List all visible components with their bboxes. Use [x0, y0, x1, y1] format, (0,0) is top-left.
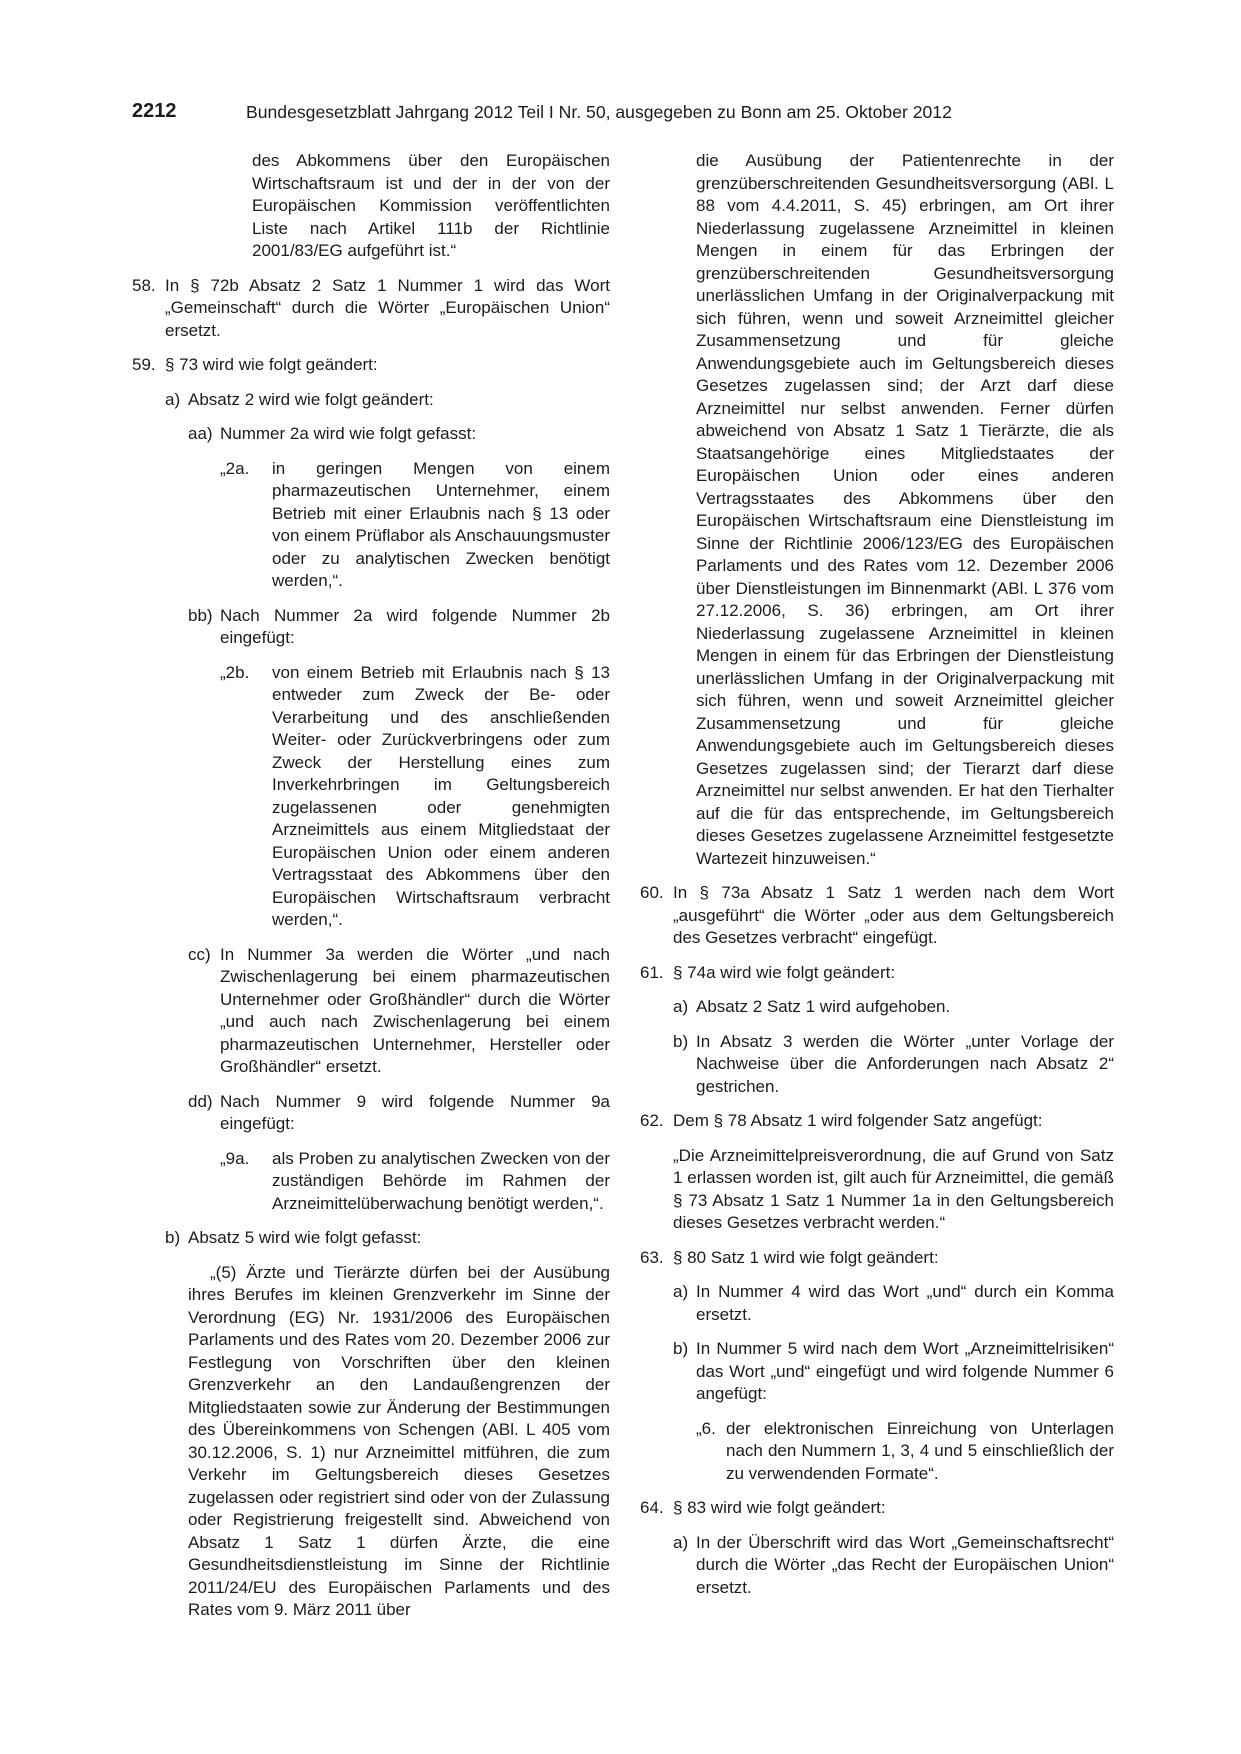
item-letter: a): [673, 997, 689, 1016]
item-60: [640, 882, 1114, 950]
gazette-title: Bundesgesetzblatt Jahrgang 2012 Teil I Nr. 50, ausgegeben zu Bonn am 25. Oktober 2012: [246, 102, 952, 122]
quote-text: als Proben zu analytischen Zwecken von der zuständigen Behörde im Rahmen der Arzneimittelüberwachung benötigt werden,“.: [272, 1148, 610, 1213]
item-text: In Nummer 5 wird nach dem Wort „Arzneimittelrisiken“ das Wort „und“ eingefügt und wird folgende Nummer 6 angefügt:: [696, 1339, 1114, 1403]
item-text: Nach Nummer 9 wird folgende Nummer 9a eingefügt:: [220, 1091, 610, 1133]
continued-text: des Abkommens über den Europäischen Wirtschaftsraum ist und der in der von der Europäischen Kommission veröffentlichten Liste nach Artikel 111b der Richtlinie 2001/83/EG aufgeführt ist.“: [252, 151, 610, 260]
right-column: [640, 150, 1114, 1599]
item-text: In Nummer 3a werden die Wörter „und nach Zwischenlagerung bei einem pharmazeutischen Unternehmer oder Großhändler“ durch die Wörter „und auch nach Zwischenlagerung bei einem pharmazeutischen Unternehmer, Hersteller oder Großhändler“ ersetzt.: [220, 944, 610, 1076]
absatz-5-text: „(5) Ärzte und Tierärzte dürfen bei der Ausübung ihres Berufes im kleinen Grenzverkehr im Sinne der Verordnung (EG) Nr. 1931/2006 des Europäischen Parlaments und des Rates vom 20. Dezember 2006 zur Festlegung von Vorschriften über den kleinen Grenzverkehr an den Landaußengrenzen der Mitgliedstaaten sowie zur Änderung der Bestimmungen des Übereinkommens von Schengen (ABl. L 405 vom 30.12.2006, S. 1) nur Arzneimittel mitführen, die zum Verkehr im Geltungsbereich dieses Gesetzes zugelassen oder registriert sind oder von der Zulassung oder Registrierung freigestellt sind. Abweichend von Absatz 1 Satz 1 dürfen Ärzte, die eine Gesundheitsdienstleistung im Sinne der Richtlinie 2011/24/EU des Europäischen Parlaments und des Rates vom 9. März 2011 über: [188, 1262, 610, 1619]
item-59-a-cc: [188, 944, 610, 1079]
item-59-a: [165, 389, 610, 412]
item-number: 63.: [640, 1247, 664, 1267]
item-number: 60.: [640, 883, 664, 902]
item-59: [132, 354, 610, 377]
item-text: In § 73a Absatz 1 Satz 1 werden nach dem Wort „ausgeführt“ die Wörter „oder aus dem Geltungsbereich des Gesetzes verbracht“ eingefügt.: [673, 883, 1114, 947]
item-61-b: [673, 1031, 1114, 1099]
quote-number: „6.: [696, 1418, 716, 1438]
item-text: In § 72b Absatz 2 Satz 1 Nummer 1 wird das Wort „Gemeinschaft“ durch die Wörter „Europäischen Union“ ersetzt.: [165, 275, 610, 340]
item-text: Dem § 78 Absatz 1 wird folgender Satz angefügt:: [673, 1111, 1043, 1130]
item-59-a-bb: [188, 605, 610, 650]
item-letter: b): [673, 1339, 689, 1358]
quote-text: der elektronischen Einreichung von Unterlagen nach den Nummern 1, 3, 4 und 5 einschließlich der zu verwendenden Formate“.: [726, 1418, 1114, 1483]
item-59-a-aa: [188, 423, 610, 446]
item-text: In Nummer 4 wird das Wort „und“ durch ein Komma ersetzt.: [696, 1282, 1114, 1324]
quote-number: „9a.: [220, 1148, 250, 1168]
item-text: § 80 Satz 1 wird wie folgt geändert:: [673, 1247, 939, 1267]
item-62: [640, 1110, 1114, 1133]
quote-text: von einem Betrieb mit Erlaubnis nach § 13 entweder zum Zweck der Be- oder Verarbeitung und des anschließenden Weiter- oder Zurückverbringens oder zum Zweck der Herstellung eines zum Inverkehrbringen im Geltungsbereich zugelassenen oder genehmigten Arzneimittels aus einem Mitgliedstaat der Europäischen Union oder einem anderen Vertragsstaat des Abkommens über den Europäischen Wirtschaftsraum verbracht werden,“.: [272, 662, 610, 929]
page-number: 2212: [132, 100, 177, 122]
quote-2b: [220, 662, 610, 932]
item-number: 59.: [132, 355, 156, 374]
item-58: [132, 275, 610, 343]
item-text: Nach Nummer 2a wird folgende Nummer 2b eingefügt:: [220, 605, 610, 647]
page-header: [132, 100, 1000, 130]
item-61-a: [673, 996, 1114, 1019]
item-number: 64.: [640, 1498, 664, 1517]
item-number: 61.: [640, 962, 664, 982]
quote-number: „2a.: [220, 458, 250, 478]
item-63-a: [673, 1281, 1114, 1326]
quote-number: „2b.: [220, 662, 250, 682]
item-64-a: [673, 1532, 1114, 1600]
item-letter: a): [673, 1282, 689, 1301]
continued-text: die Ausübung der Patientenrechte in der grenzüberschreitenden Gesundheitsversorgung (ABl. L 88 vom 4.4.2011, S. 45) erbringen, am Ort ihrer Niederlassung zugelassene Arzneimittel in kleinen Mengen in einem für das Erbringen der grenzüberschreitenden Gesundheitsversorgung unerlässlichen Umfang in der Originalverpackung mit sich führen, wenn und soweit Arzneimittel gleicher Zusammensetzung und für gleiche Anwendungsgebiete auch im Geltungsbereich dieses Gesetzes zugelassen sind; der Arzt darf diese Arzneimittel nur selbst anwenden. Ferner dürfen abweichend von Absatz 1 Satz 1 Tierärzte, die als Staatsangehörige eines Mitgliedstaates der Europäischen Union oder eines anderen Vertragsstaates des Abkommens über den Europäischen Wirtschaftsraum eine Dienstleistung im Sinne der Richtlinie 2006/123/EG des Europäischen Parlaments und des Rates vom 12. Dezember 2006 über Dienstleistungen im Binnenmarkt (ABl. L 376 vom 27.12.2006, S. 36) erbringen, am Ort ihrer Niederlassung zugelassene Arzneimittel in kleinen Mengen in einem für das Erbringen der Dienstleistung unerlässlichen Umfang in der Originalverpackung mit sich führen, wenn und soweit Arzneimittel gleicher Zusammensetzung und für gleiche Anwendungsgebiete auch im Geltungsbereich dieses Gesetzes zugelassen sind; der Tierarzt darf diese Arzneimittel nur selbst anwenden. Er hat den Tierhalter auf die für das entsprechende, im Geltungsbereich dieses Gesetzes zugelassene Arzneimittel festgesetzte Wartezeit hinzuweisen.“: [696, 151, 1114, 868]
item-letter: aa): [188, 424, 213, 443]
item-text: § 83 wird wie folgt geändert:: [673, 1498, 886, 1517]
item-letter: b): [165, 1228, 181, 1247]
item-letter: a): [673, 1532, 689, 1552]
item-59-b: [165, 1227, 610, 1250]
item-number: 58.: [132, 275, 156, 295]
item-63: [640, 1247, 1114, 1270]
item-text: In Absatz 3 werden die Wörter „unter Vorlage der Nachweise über die Anforderungen nach Absatz 2“ gestrichen.: [696, 1031, 1114, 1096]
item-text: In der Überschrift wird das Wort „Gemeinschaftsrecht“ durch die Wörter „das Recht der Europäischen Union“ ersetzt.: [696, 1532, 1114, 1597]
item-59-a-dd: [188, 1091, 610, 1136]
item-letter: a): [165, 389, 181, 409]
item-64: [640, 1497, 1114, 1520]
item-letter: dd): [188, 1091, 213, 1111]
item-text: Absatz 2 wird wie folgt geändert:: [188, 389, 434, 409]
quote-2a: [220, 458, 610, 593]
item-62-quote: „Die Arzneimittelpreisverordnung, die auf Grund von Satz 1 erlassen worden ist, gilt auch für Arzneimittel, die gemäß § 73 Absatz 1 Satz 1 Nummer 1a in den Geltungsbereich dieses Gesetzes verbracht werden.“: [673, 1145, 1114, 1232]
item-number: 62.: [640, 1111, 664, 1130]
item-text: § 74a wird wie folgt geändert:: [673, 962, 896, 982]
item-letter: cc): [188, 944, 211, 964]
item-text: Absatz 2 Satz 1 wird aufgehoben.: [696, 997, 951, 1016]
quote-9a: [220, 1148, 610, 1216]
item-letter: b): [673, 1031, 689, 1051]
quote-text: in geringen Mengen von einem pharmazeutischen Unternehmer, einem Betrieb mit einer Erlaubnis nach § 13 oder von einem Prüflabor als Anschauungsmuster oder zu analytischen Zwecken benötigt werden,“.: [272, 458, 610, 590]
item-text: Nummer 2a wird wie folgt gefasst:: [220, 424, 477, 443]
item-letter: bb): [188, 605, 213, 625]
quote-6: [696, 1418, 1114, 1486]
item-text: § 73 wird wie folgt geändert:: [165, 355, 378, 374]
item-text: Absatz 5 wird wie folgt gefasst:: [188, 1228, 422, 1247]
left-column: [132, 150, 610, 1622]
item-61: [640, 962, 1114, 985]
item-63-b: [673, 1338, 1114, 1406]
